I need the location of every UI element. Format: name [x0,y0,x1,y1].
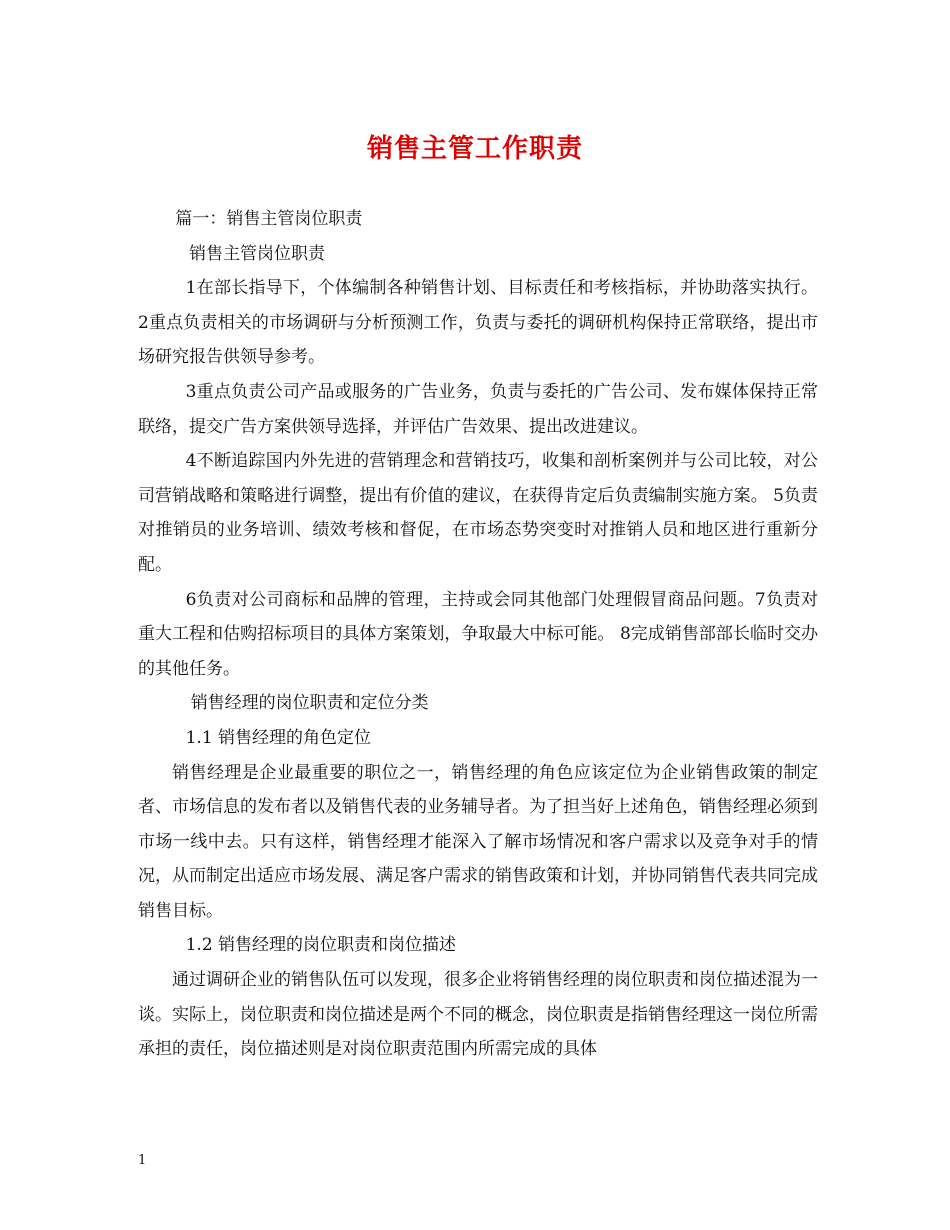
subsection-heading-1-1: 1.1 销售经理的角色定位 [185,727,372,748]
subsection-heading: 销售主管岗位职责 [189,243,325,264]
section-heading-1: 篇一：销售主管岗位职责 [175,209,363,229]
page-number: 1 [138,1153,147,1168]
paragraph-duty-6-8: 6负责对公司商标和品牌的管理，主持或会同其他部门处理假冒商品问题。7负责对重大工程和估购招标项目的具体方案策划，争取最大中标可能。 8完成销售部部长临时交办的其他任务。 [138,589,818,679]
paragraph-duty-1-2: 1在部长指导下，个体编制各种销售计划、目标责任和考核指标，并协助落实执行。 2重点负责相关的市场调研与分析预测工作，负责与委托的调研机构保持正常联络，提出市场研究报告供领导参考。 [138,278,818,368]
document-title: 销售主管工作职责 [366,134,583,164]
paragraph-role: 销售经理是企业最重要的职位之一，销售经理的角色应该定位为企业销售政策的制定者、市场信息的发布者以及销售代表的业务辅导者。为了担当好上述角色，销售经理必须到市场一线中去。只有这样，销售经理才能深入了解市场情况和客户需求以及竞争对手的情况，从而制定出适应市场发展、满足客户需求的销售政策和计划，并协同销售代表共同完成销售目标。 [138,762,818,921]
subsection-heading-1-2: 1.2 销售经理的岗位职责和岗位描述 [185,935,457,956]
document-body [138,202,818,1067]
section-heading-2: 销售经理的岗位职责和定位分类 [190,693,429,714]
paragraph-duty-4-5: 4不断追踪国内外先进的营销理念和营销技巧，收集和剖析案例并与公司比较，对公司营销战略和策略进行调整，提出有价值的建议，在获得肯定后负责编制实施方案。 5负责对推销员的业务培训、绩效考核和督促，在市场态势突变时对推销人员和地区进行重新分配。 [138,451,818,575]
paragraph-duty-3: 3重点负责公司产品或服务的广告业务，负责与委托的广告公司、发布媒体保持正常联络，提交广告方案供领导选择，并评估广告效果、提出改进建议。 [138,381,818,437]
paragraph-description: 通过调研企业的销售队伍可以发现，很多企业将销售经理的岗位职责和岗位描述混为一谈。实际上，岗位职责和岗位描述是两个不同的概念，岗位职责是指销售经理这一岗位所需承担的责任，岗位描述则是对岗位职责范围内所需完成的具体 [138,970,818,1060]
